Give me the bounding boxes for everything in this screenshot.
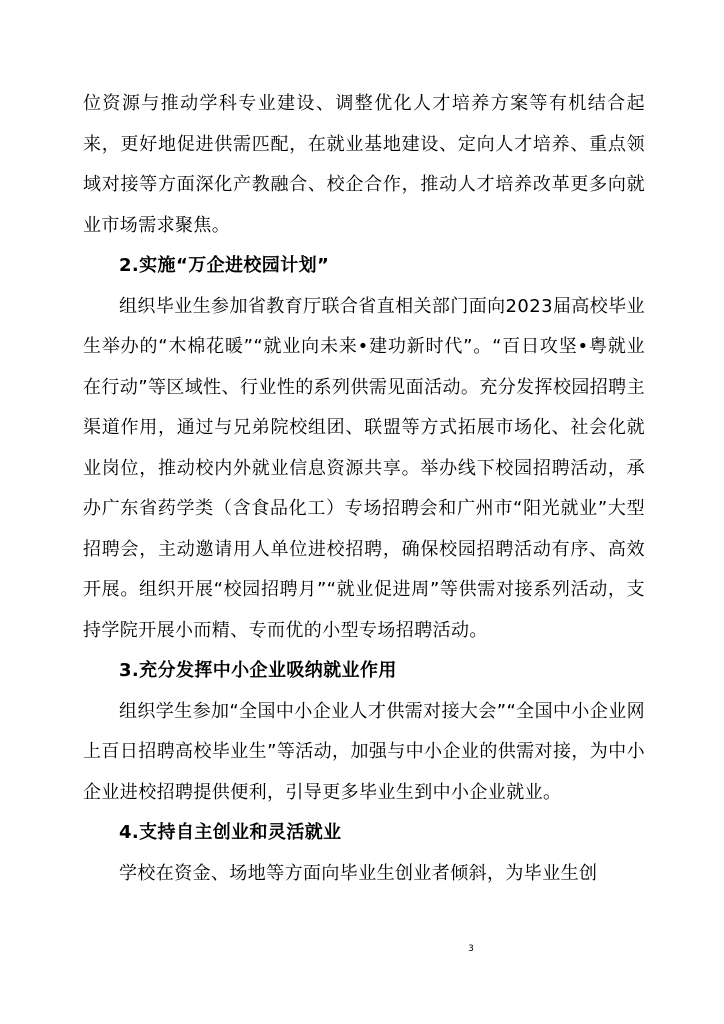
page-number-container [0, 944, 724, 954]
paragraph-continued: 位资源与推动学科专业建设、调整优化人才培养方案等有机结合起来，更好地促进供需匹配，在就业基地建设、定向人才培养、重点领域对接等方面深化产教融合、校企合作，推动人才培养改革更多向就业市场需求聚焦。 [83, 93, 645, 236]
paragraph-job-fairs: 组织毕业生参加省教育厅联合省直相关部门面向2023届高校毕业生举办的“木棉花暖”“就业向未来•建功新时代”。“百日攻坚•粤就业在行动”等区域性、行业性的系列供需见面活动。充分发挥校园招聘主渠道作用，通过与兄弟院校组团、联盟等方式拓展市场化、社会化就业岗位，推动校内外就业信息资源共享。举办线下校园招聘活动，承办广东省药学类（含食品化工）专场招聘会和广州市“阳光就业”大型招聘会，主动邀请用人单位进校招聘，确保校园招聘活动有序、高效开展。组织开展“校园招聘月”“就业促进周”等供需对接系列活动，支持学院开展小而精、专而优的小型专场招聘活动。 [83, 295, 645, 641]
page-number: 3 [468, 944, 474, 954]
section-heading-4: 4.支持自主创业和灵活就业 [119, 822, 342, 843]
page-content [83, 84, 645, 894]
paragraph-entrepreneurship: 学校在资金、场地等方面向毕业生创业者倾斜，为毕业生创 [119, 862, 598, 884]
paragraph-sme-employment: 组织学生参加“全国中小企业人才供需对接大会”“全国中小企业网上百日招聘高校毕业生”等活动，加强与中小企业的供需对接，为中小企业进校招聘提供便利，引导更多毕业生到中小企业就业。 [83, 700, 645, 803]
section-heading-3: 3.充分发挥中小企业吸纳就业作用 [119, 660, 397, 681]
section-heading-2: 2.实施“万企进校园计划” [119, 255, 330, 276]
